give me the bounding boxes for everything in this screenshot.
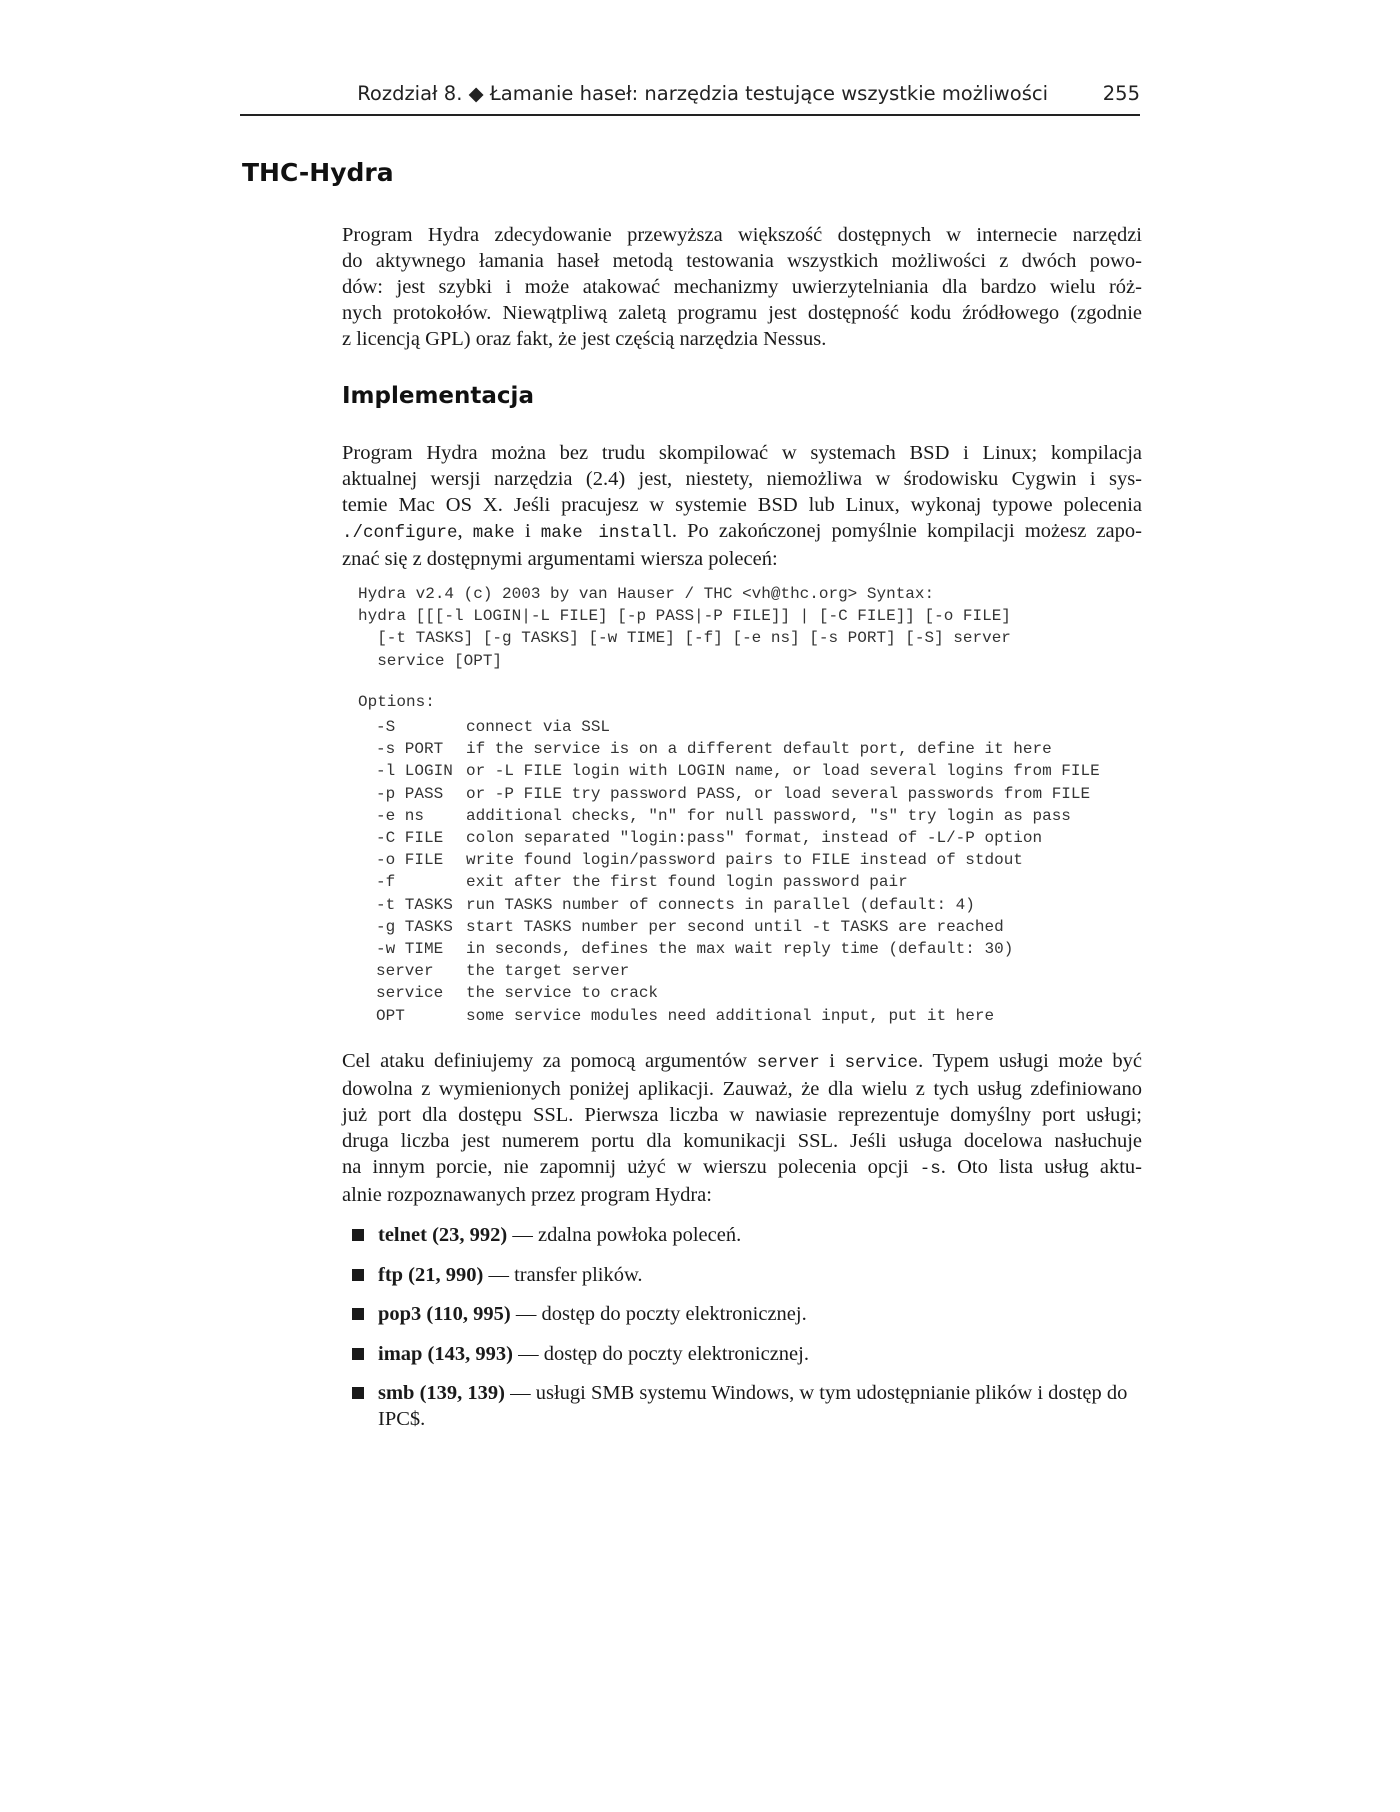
intro-line: do aktywnego łamania haseł metodą testowania wszystkich możliwości z dwóch powo- <box>342 250 1142 272</box>
running-header <box>240 80 1140 116</box>
impl-line: aktualnej wersji narzędzia (2.4) jest, niestety, niemożliwa w środowisku Cygwin i sys- <box>342 468 1142 490</box>
option-flag: OPT <box>376 1006 405 1025</box>
option-description: the service to crack <box>466 984 659 1003</box>
target-line: dowolna z wymienionych poniżej aplikacji. Zauważ, że dla wielu z tych usług zdefiniowano <box>342 1078 1142 1100</box>
option-flag: -f <box>376 873 396 892</box>
usage-listing: Hydra v2.4 (c) 2003 by van Hauser / THC <vh@thc.org> Syntax: hydra [[[-l LOGIN|-L FILE] [-p PASS|-P FILE]] | [-C FILE]] [-o FILE] [-t TASKS] [-g TASKS] [-w TIME] [-f] [-e ns] [-s PORT] [-S] server service [OPT] <box>358 585 1011 670</box>
option-description: in seconds, defines the max wait reply time (default: 30) <box>466 940 1014 959</box>
option-flag: -s PORT <box>376 740 444 759</box>
option-description: or -P FILE try password PASS, or load several passwords from FILE <box>466 784 1091 803</box>
section-title: THC-Hydra <box>242 158 394 187</box>
option-row <box>376 760 1100 782</box>
option-flag: -p PASS <box>376 784 444 803</box>
option-flag: service <box>376 984 444 1003</box>
service-item <box>352 1301 1142 1327</box>
option-description: run TASKS number of connects in parallel (default: 4) <box>466 895 975 914</box>
service-name: imap (143, 993) <box>378 1342 513 1365</box>
option-row <box>376 827 1100 849</box>
target-paragraph <box>342 1048 1142 1208</box>
intro-line: dów: jest szybki i może atakować mechanizmy uwierzytelniania dla bardzo wielu róż- <box>342 276 1142 298</box>
service-name: telnet (23, 992) <box>378 1224 508 1246</box>
option-description: colon separated "login:pass" format, instead of -L/-P option <box>466 829 1043 848</box>
option-row <box>376 982 1100 1004</box>
target-line <box>342 1048 1142 1076</box>
intro-line: nych protokołów. Niewątpliwą zaletą programu jest dostępność kodu źródłowego (zgodnie <box>342 302 1142 324</box>
option-flag: -t TASKS <box>376 895 453 914</box>
make-install-command: make install <box>540 523 672 543</box>
text-fragment: . Typem usługi może być <box>918 1050 1142 1072</box>
service-description: — zdalna powłoka poleceń. <box>507 1224 742 1246</box>
option-description: some service modules need additional input, put it here <box>466 1006 995 1025</box>
option-row <box>376 960 1100 982</box>
service-item <box>352 1341 1142 1367</box>
service-description: — usługi SMB systemu Windows, w tym udostępnianie plików i dostęp do IPC$. <box>378 1382 1128 1430</box>
option-row <box>376 1005 1100 1027</box>
option-row <box>376 849 1100 871</box>
make-command: make <box>472 523 515 543</box>
service-argument: service <box>844 1053 919 1073</box>
square-bullet-icon <box>352 1348 364 1360</box>
options-heading: Options: <box>358 693 435 711</box>
impl-line: Program Hydra można bez trudu skompilować w systemach BSD i Linux; kompilacja <box>342 442 1142 464</box>
service-description: — transfer plików. <box>483 1263 643 1286</box>
text-fragment: . Oto lista usług aktu- <box>940 1156 1142 1178</box>
option-description: write found login/password pairs to FILE instead of stdout <box>466 851 1023 870</box>
intro-paragraph <box>342 222 1142 352</box>
option-row <box>376 938 1100 960</box>
text-fragment: i <box>819 1050 845 1072</box>
service-item <box>352 1222 1142 1248</box>
option-description: additional checks, "n" for null password, "s" try login as pass <box>466 806 1071 825</box>
option-row <box>376 716 1100 738</box>
option-description: connect via SSL <box>466 718 611 736</box>
square-bullet-icon <box>352 1387 364 1399</box>
option-row <box>376 738 1100 760</box>
intro-line: z licencją GPL) oraz fakt, że jest częścią narzędzia Nessus. <box>342 328 827 350</box>
option-row <box>376 871 1100 893</box>
target-line: alnie rozpoznawanych przez program Hydra: <box>342 1184 712 1206</box>
square-bullet-icon <box>352 1269 364 1281</box>
option-flag: -e ns <box>376 806 425 825</box>
option-description: start TASKS number per second until -t TASKS are reached <box>466 917 1004 936</box>
text-fragment: na innym porcie, nie zapomnij użyć w wierszu polecenia opcji <box>342 1156 920 1178</box>
service-name: pop3 (110, 995) <box>378 1303 511 1325</box>
text-fragment: , <box>457 520 473 542</box>
text-fragment: i <box>514 520 541 542</box>
impl-line: znać się z dostępnymi argumentami wiersza poleceń: <box>342 548 778 570</box>
server-argument: server <box>756 1053 820 1073</box>
text-fragment: . Po zakończonej pomyślnie kompilacji możesz zapo- <box>671 520 1142 542</box>
impl-line <box>342 518 1142 546</box>
option-description: exit after the first found login password pair <box>466 873 908 892</box>
service-item <box>352 1380 1142 1432</box>
service-description: — dostęp do poczty elektronicznej. <box>512 1342 809 1365</box>
impl-line: temie Mac OS X. Jeśli pracujesz w systemie BSD lub Linux, wykonaj typowe polecenia <box>342 494 1142 516</box>
options-list <box>376 716 1100 1027</box>
option-flag: -C FILE <box>376 829 444 848</box>
option-row <box>376 894 1100 916</box>
target-line: już port dla dostępu SSL. Pierwsza liczba w nawiasie reprezentuje domyślny port usługi; <box>342 1104 1142 1126</box>
text-fragment: Cel ataku definiujemy za pomocą argumentów <box>342 1050 757 1072</box>
option-description: if the service is on a different default port, define it here <box>466 740 1052 759</box>
page-number: 255 <box>1102 82 1140 105</box>
service-name: ftp (21, 990) <box>378 1263 484 1286</box>
service-description: — dostęp do poczty elektronicznej. <box>510 1303 807 1325</box>
option-flag: -g TASKS <box>376 917 453 936</box>
option-row <box>376 916 1100 938</box>
option-description: or -L FILE login with LOGIN name, or load several logins from FILE <box>466 762 1100 781</box>
service-item <box>352 1262 1142 1288</box>
option-flag: -o FILE <box>376 851 444 870</box>
option-flag: server <box>376 962 434 981</box>
option-description: the target server <box>466 962 630 981</box>
target-line: druga liczba jest numerem portu dla komunikacji SSL. Jeśli usługa docelowa nasłuchuje <box>342 1130 1142 1152</box>
square-bullet-icon <box>352 1229 364 1241</box>
option-row <box>376 805 1100 827</box>
services-list <box>352 1222 1142 1446</box>
option-row <box>376 783 1100 805</box>
s-option: -s <box>919 1159 941 1179</box>
option-flag: -l LOGIN <box>376 762 453 781</box>
subsection-title: Implementacja <box>342 383 534 409</box>
service-name: smb (139, 139) <box>378 1382 505 1404</box>
square-bullet-icon <box>352 1308 364 1320</box>
chapter-title: Rozdział 8. ◆ Łamanie haseł: narzędzia testujące wszystkie możliwości <box>357 82 1048 105</box>
intro-line: Program Hydra zdecydowanie przewyższa większość dostępnych w internecie narzędzi <box>342 224 1142 246</box>
implementation-paragraph <box>342 440 1142 572</box>
option-flag: -w TIME <box>376 940 444 959</box>
target-line <box>342 1154 1142 1182</box>
option-flag: -S <box>376 718 396 736</box>
configure-command: ./configure <box>342 523 458 543</box>
